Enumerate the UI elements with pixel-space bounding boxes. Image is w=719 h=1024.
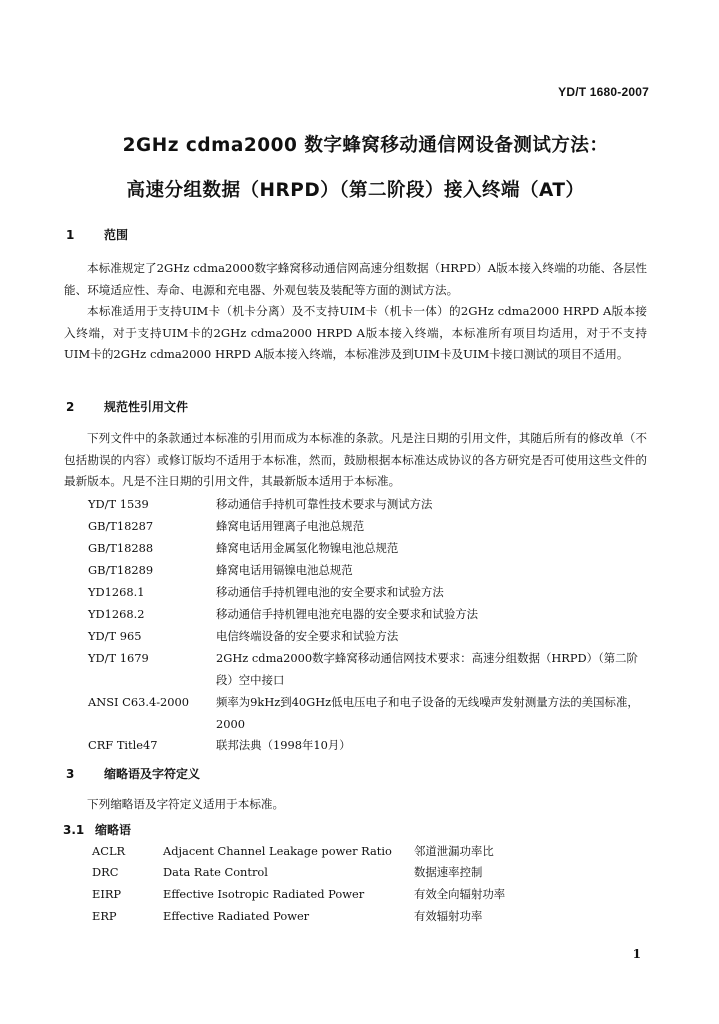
reference-code: YD1268.2 — [88, 607, 145, 621]
reference-title: 联邦法典（1998年10月） — [216, 738, 351, 752]
abbreviation-english: Effective Radiated Power — [163, 909, 310, 923]
reference-title: 电信终端设备的安全要求和试验方法 — [216, 629, 399, 643]
section-title: 规范性引用文件 — [104, 400, 189, 414]
section-1-heading — [66, 226, 128, 243]
document-title-line-1: 2GHz cdma2000 数字蜂窝移动通信网设备测试方法： — [122, 135, 609, 156]
abbreviation-chinese: 有效辐射功率 — [414, 909, 483, 923]
reference-code: CRF Title47 — [88, 738, 158, 752]
section-title: 范围 — [104, 228, 129, 242]
document-title-line-2: 高速分组数据（HRPD）（第二阶段）接入终端（AT） — [126, 180, 585, 201]
reference-code: YD/T 1679 — [88, 651, 149, 665]
abbreviation-chinese: 有效全向辐射功率 — [414, 887, 506, 901]
section-2-paragraph-1: 下列文件中的条款通过本标准的引用而成为本标准的条款。凡是注日期的引用文件，其随后所有的修改单（不包括勘误的内容）或修订版均不适用于本标准，然而，鼓励根据本标准达成协议的各方研究是否可使用这些文件的最新版本。凡是不注日期的引用文件，其最新版本适用于本标准。 — [64, 431, 647, 488]
abbreviation-english: Effective Isotropic Radiated Power — [163, 887, 365, 901]
reference-code: ANSI C63.4-2000 — [88, 695, 190, 709]
reference-code: YD/T 1539 — [88, 497, 149, 511]
abbreviation-chinese: 数据速率控制 — [414, 865, 483, 879]
subsection-3-1-heading — [63, 821, 131, 838]
section-1-paragraph-1: 本标准规定了2GHz cdma2000数字蜂窝移动通信网高速分组数据（HRPD）A版本接入终端的功能、各层性能、环境适应性、寿命、电源和充电器、外观包装及装配等方面的测试方法。 — [64, 261, 647, 297]
reference-title: 移动通信手持机锂电池充电器的安全要求和试验方法 — [216, 607, 478, 621]
section-2-heading — [66, 398, 188, 415]
abbreviation-english: Adjacent Channel Leakage power Ratio — [163, 844, 392, 858]
reference-title: 移动通信手持机锂电池的安全要求和试验方法 — [216, 585, 444, 599]
subsection-number: 3.1 — [63, 823, 85, 837]
reference-title: 频率为9kHz到40GHz低电压电子和电子设备的无线噪声发射测量方法的美国标准，2000 — [216, 695, 639, 731]
section-1-paragraph-2: 本标准适用于支持UIM卡（机卡分离）及不支持UIM卡（机卡一体）的2GHz cdma2000 HRPD A版本接入终端，对于支持UIM卡的2GHz cdma2000 HRPD A版本接入终端，本标准所有项目均适用，对于不支持UIM卡的2GHz cdma2000 HRPD A版本接入终端，本标准涉及到UIM卡及UIM卡接口测试的项目不适用。 — [64, 304, 647, 361]
section-3-heading — [66, 765, 200, 782]
section-3-paragraph-1: 下列缩略语及字符定义适用于本标准。 — [87, 797, 285, 811]
section-number: 2 — [66, 400, 75, 414]
reference-title: 蜂窝电话用镉镍电池总规范 — [216, 563, 353, 577]
abbreviation: DRC — [92, 865, 119, 879]
page-number: 1 — [632, 947, 641, 961]
abbreviation: EIRP — [92, 887, 122, 901]
abbreviation-chinese: 邻道泄漏功率比 — [414, 844, 494, 858]
standard-code: YD/T 1680-2007 — [558, 85, 649, 99]
reference-title: 蜂窝电话用锂离子电池总规范 — [216, 519, 365, 533]
section-title: 缩略语及字符定义 — [104, 767, 201, 781]
reference-title: 蜂窝电话用金属氢化物镍电池总规范 — [216, 541, 399, 555]
abbreviation: ERP — [92, 909, 117, 923]
reference-code: GB/T18289 — [88, 563, 154, 577]
abbreviation-english: Data Rate Control — [163, 865, 268, 879]
subsection-title: 缩略语 — [95, 823, 132, 837]
abbreviation: ACLR — [92, 844, 126, 858]
section-number: 1 — [66, 228, 75, 242]
reference-title: 移动通信手持机可靠性技术要求与测试方法 — [216, 497, 433, 511]
reference-code: GB/T18287 — [88, 519, 154, 533]
section-number: 3 — [66, 767, 75, 781]
reference-code: GB/T18288 — [88, 541, 154, 555]
reference-code: YD1268.1 — [88, 585, 145, 599]
reference-title: 2GHz cdma2000数字蜂窝移动通信网技术要求：高速分组数据（HRPD）（第二阶段）空中接口 — [216, 651, 638, 687]
reference-code: YD/T 965 — [88, 629, 142, 643]
